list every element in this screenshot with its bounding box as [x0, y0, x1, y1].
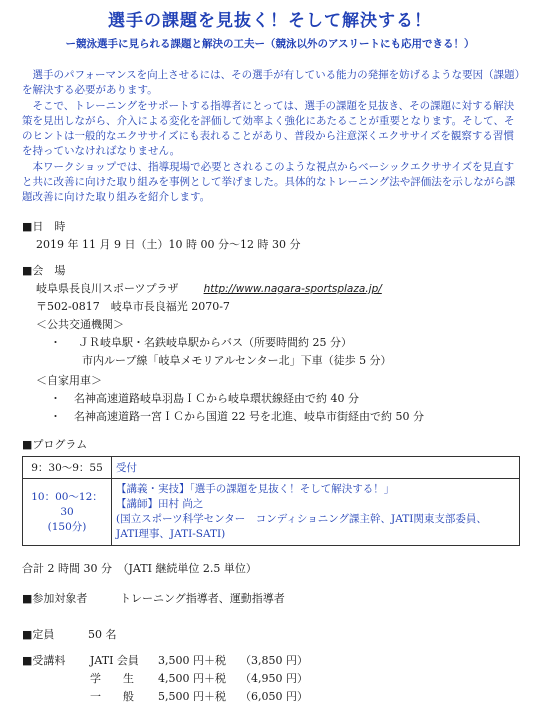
- program-lecturer: 【講師】田村 尚之: [116, 498, 204, 510]
- program-session-title: 【講義・実技】「選手の課題を見抜く！そして解決する！」: [116, 483, 395, 495]
- fee-label: 学 生: [90, 672, 134, 685]
- program-time: 10：00～12：30: [31, 490, 103, 518]
- public-transport-item: [50, 334, 352, 350]
- bullet-icon: ・: [50, 392, 61, 405]
- intro-paragraph: そこで、トレーニングをサポートする指導者にとっては、選手の課題を見抜き、その課題に対する解決策を見出しながら、介入による変化を評価して効率よく強化にあたることが重要となります。そして、そのヒントは一般的なエクササイズにも表れることがあり、普段から注意深くエクササイズを観察する習慣を持っていなければなりません。: [22, 100, 515, 157]
- table-row: [23, 479, 520, 546]
- fee-price: 3,500 円＋税: [158, 654, 226, 667]
- fee-total: （6,050 円）: [240, 690, 308, 703]
- fee-row: [90, 652, 308, 668]
- car-item: [50, 390, 359, 406]
- program-time: 9：30～9：55: [23, 457, 112, 479]
- program-heading: ■プログラム: [22, 438, 88, 451]
- intro-paragraph: 選手のパフォーマンスを向上させるには、その選手が有している能力の発揮を妨げるような要因（課題）を解決する必要があります。: [22, 69, 520, 96]
- car-heading: ＜自家用車＞: [36, 374, 102, 387]
- venue-info: [36, 280, 382, 296]
- page-title: 選手の課題を見抜く！そして解決する！: [108, 11, 432, 31]
- venue-heading: ■会 場: [22, 264, 66, 277]
- program-lecturer-affiliation: JATI理事、JATI-SATI): [116, 528, 226, 540]
- fee-label: JATI 会員: [90, 654, 139, 667]
- fee-heading: ■受講料: [22, 654, 66, 667]
- public-transport-sub: 市内ループ線「岐阜メモリアルセンター北」下車（徒歩 5 分）: [82, 354, 392, 367]
- fee-total: （4,950 円）: [240, 672, 308, 685]
- program-table: [22, 456, 520, 546]
- car-item: [50, 408, 424, 424]
- fee-total: （3,850 円）: [240, 654, 308, 667]
- fee-row: [90, 670, 308, 686]
- target-heading: ■参加対象者: [22, 592, 88, 605]
- program-duration: (150分): [47, 520, 87, 533]
- datetime-heading: ■日 時: [22, 220, 66, 233]
- target-value: トレーニング指導者、運動指導者: [120, 592, 285, 605]
- capacity-heading: ■定員: [22, 628, 55, 641]
- public-transport-text: ＪＲ岐阜駅・名鉄岐阜駅からバス（所要時間約 25 分）: [78, 336, 352, 349]
- program-total: 合計 2 時間 30 分 （JATI 継続単位 2.5 単位）: [22, 562, 257, 575]
- fee-label: 一 般: [90, 690, 134, 703]
- fee-price: 4,500 円＋税: [158, 672, 226, 685]
- page-subtitle: ー競泳選手に見られる課題と解決の工夫ー（競泳以外のアスリートにも応用できる！）: [65, 38, 475, 50]
- venue-url-link[interactable]: http://www.nagara-sportsplaza.jp/: [203, 283, 382, 295]
- fee-row: [90, 688, 308, 704]
- datetime-value: 2019 年 11 月 9 日（土）10 時 00 分～12 時 30 分: [36, 238, 301, 251]
- program-content: 受付: [112, 457, 520, 479]
- program-content-cell: [112, 479, 520, 546]
- venue-name: 岐阜県長良川スポーツプラザ: [36, 282, 179, 295]
- bullet-icon: ・: [50, 410, 61, 423]
- venue-address: 〒502-0817 岐阜市長良福光 2070-7: [36, 300, 230, 313]
- fee-price: 5,500 円＋税: [158, 690, 226, 703]
- intro-text: [22, 68, 522, 206]
- car-item-text: 名神高速道路岐阜羽島ＩＣから岐阜環状線経由で約 40 分: [74, 392, 359, 405]
- program-time-cell: [23, 479, 112, 546]
- car-item-text: 名神高速道路一宮ＩＣから国道 22 号を北進、岐阜市街経由で約 50 分: [74, 410, 424, 423]
- table-row: [23, 457, 520, 479]
- program-lecturer-affiliation: (国立スポーツ科学センター コンディショニング課主幹、JATI関東支部委員、: [116, 513, 487, 525]
- bullet-icon: ・: [50, 336, 61, 349]
- capacity-value: 50 名: [88, 628, 117, 641]
- intro-paragraph: 本ワークショップでは、指導現場で必要とされるこのような視点からベーシックエクササイズを見直すと共に改善に向けた取り組みを事例として挙げました。具体的なトレーニング法や評価法を示しながら課題改善に向けた取り組みを紹介します。: [22, 161, 516, 203]
- public-transport-heading: ＜公共交通機関＞: [36, 318, 124, 331]
